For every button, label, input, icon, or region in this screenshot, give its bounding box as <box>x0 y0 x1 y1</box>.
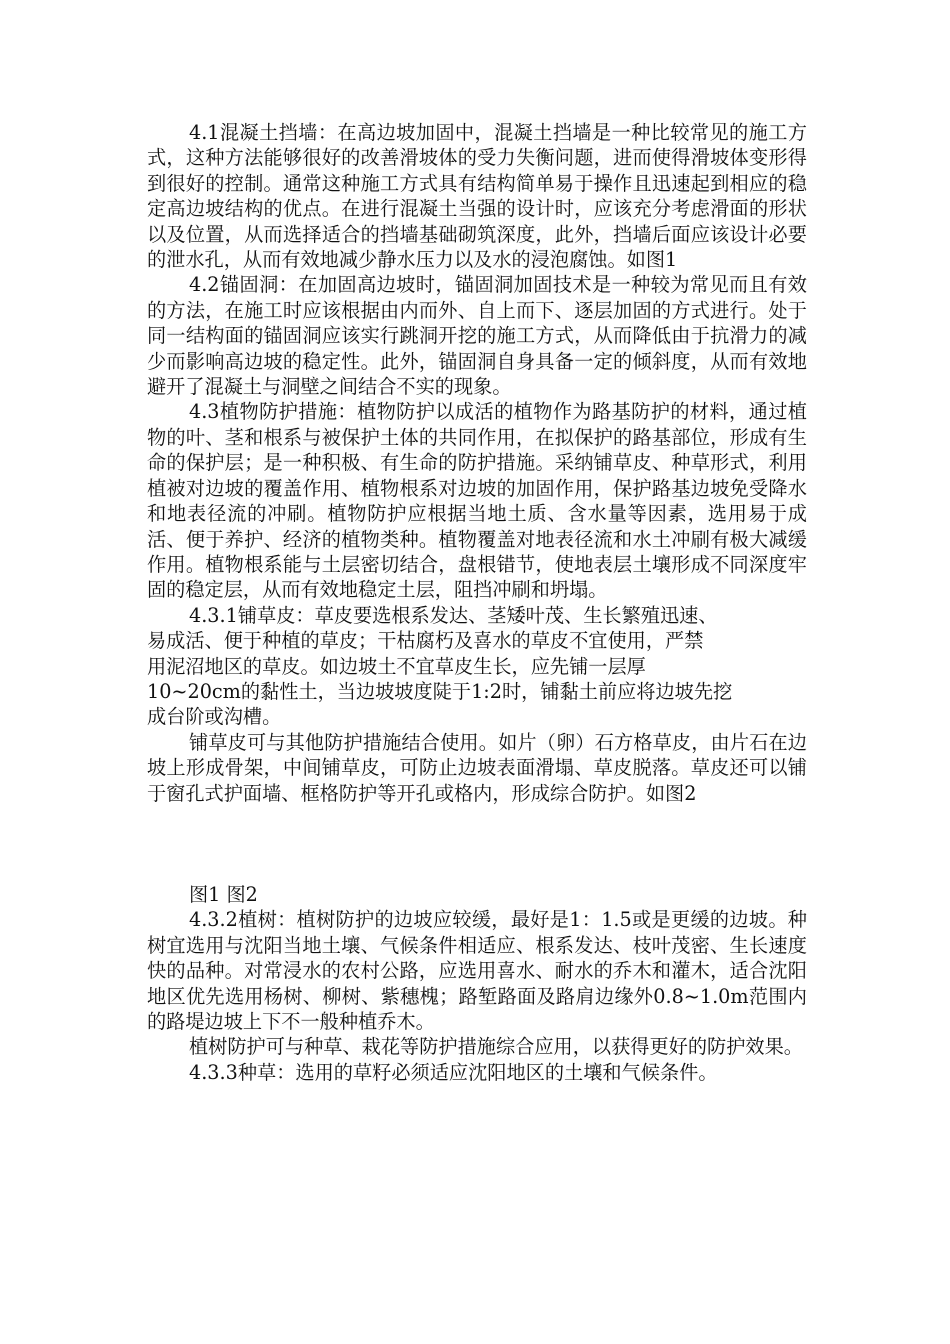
paragraph-4-1-concrete-retaining-wall: 4.1混凝土挡墙：在高边坡加固中，混凝土挡墙是一种比较常见的施工方式，这种方法能够很好的改善滑坡体的受力失衡问题，进而使得滑坡体变形得到很好的控制。通常这种施工方式具有结构简单易于操作且迅速起到相应的稳定高边坡结构的优点。在进行混凝土当强的设计时，应该充分考虑滑面的形状以及位置，从而选择适合的挡墙基础砌筑深度，此外，挡墙后面应该设计必要的泄水孔，从而有效地减少静水压力以及水的浸泡腐蚀。如图1 <box>147 121 807 272</box>
paragraph-line: 10~20cm的黏性土，当边坡坡度陡于1:2时，铺黏土前应将边坡先挖 <box>147 679 733 703</box>
paragraph-line: 4.3.1铺草皮：草皮要选根系发达、茎矮叶茂、生长繁殖迅速、 <box>189 603 718 627</box>
document-page <box>147 120 807 1085</box>
paragraph-line: 用泥沼地区的草皮。如边坡土不宜草皮生长，应先铺一层厚 <box>147 654 646 678</box>
paragraph-sod-combined-protection: 铺草皮可与其他防护措施结合使用。如片（卵）石方格草皮，由片石在边坡上形成骨架，中间铺草皮，可防止边坡表面滑塌、草皮脱落。草皮还可以铺于窗孔式护面墙、框格防护等开孔或格内，形成综合防护。如图2 <box>147 730 807 805</box>
paragraph-4-3-1-sod-laying <box>147 603 807 730</box>
paragraph-line: 易成活、便于种植的草皮；干枯腐朽及喜水的草皮不宜使用，严禁 <box>147 629 704 653</box>
figure-caption: 图1 图2 <box>189 882 258 906</box>
paragraph-4-3-3-grass-seeding: 4.3.3种草：选用的草籽必须适应沈阳地区的土壤和气候条件。 <box>189 1060 718 1084</box>
paragraph-4-2-anchor-hole: 4.2锚固洞：在加固高边坡时，锚固洞加固技术是一种较为常见而且有效的方法，在施工时应该根据由内而外、自上而下、逐层加固的方式进行。处于同一结构面的锚固洞应该实行跳洞开挖的施工方式，从而降低由于抗滑力的减少而影响高边坡的稳定性。此外，锚固洞自身具备一定的倾斜度，从而有效地避开了混凝土与洞壁之间结合不实的现象。 <box>147 273 807 399</box>
paragraph-tree-combined-protection: 植树防护可与种草、栽花等防护措施综合应用，以获得更好的防护效果。 <box>189 1035 803 1059</box>
paragraph-4-3-plant-protection: 4.3植物防护措施：植物防护以成活的植物作为路基防护的材料，通过植物的叶、茎和根系与被保护土体的共同作用，在拟保护的路基部位，形成有生命的保护层；是一种积极、有生命的防护措施。采纳铺草皮、种草形式，利用植被对边坡的覆盖作用、植物根系对边坡的加固作用，保护路基边坡免受降水和地表径流的冲刷。植物防护应根据当地土质、含水量等因素，选用易于成活、便于养护、经济的植物类种。植物覆盖对地表径流和水土冲刷有极大减缓作用。植物根系能与土层密切结合，盘根错节，使地表层土壤形成不同深度牢固的稳定层，从而有效地稳定土层，阻挡冲刷和坍塌。 <box>147 400 807 602</box>
paragraph-line: 成台阶或沟槽。 <box>147 705 282 729</box>
figure-placeholder <box>147 806 807 882</box>
paragraph-4-3-2-tree-planting: 4.3.2植树：植树防护的边坡应较缓，最好是1：1.5或是更缓的边坡。种树宜选用与沈阳当地土壤、气候条件相适应、根系发达、枝叶茂密、生长速度快的品种。对常浸水的农村公路，应选用喜水、耐水的乔木和灌木，适合沈阳地区优先选用杨树、柳树、紫穗槐；路堑路面及路肩边缘外0.8~1.0m范围内的路堤边坡上下不一般种植乔木。 <box>147 908 807 1033</box>
